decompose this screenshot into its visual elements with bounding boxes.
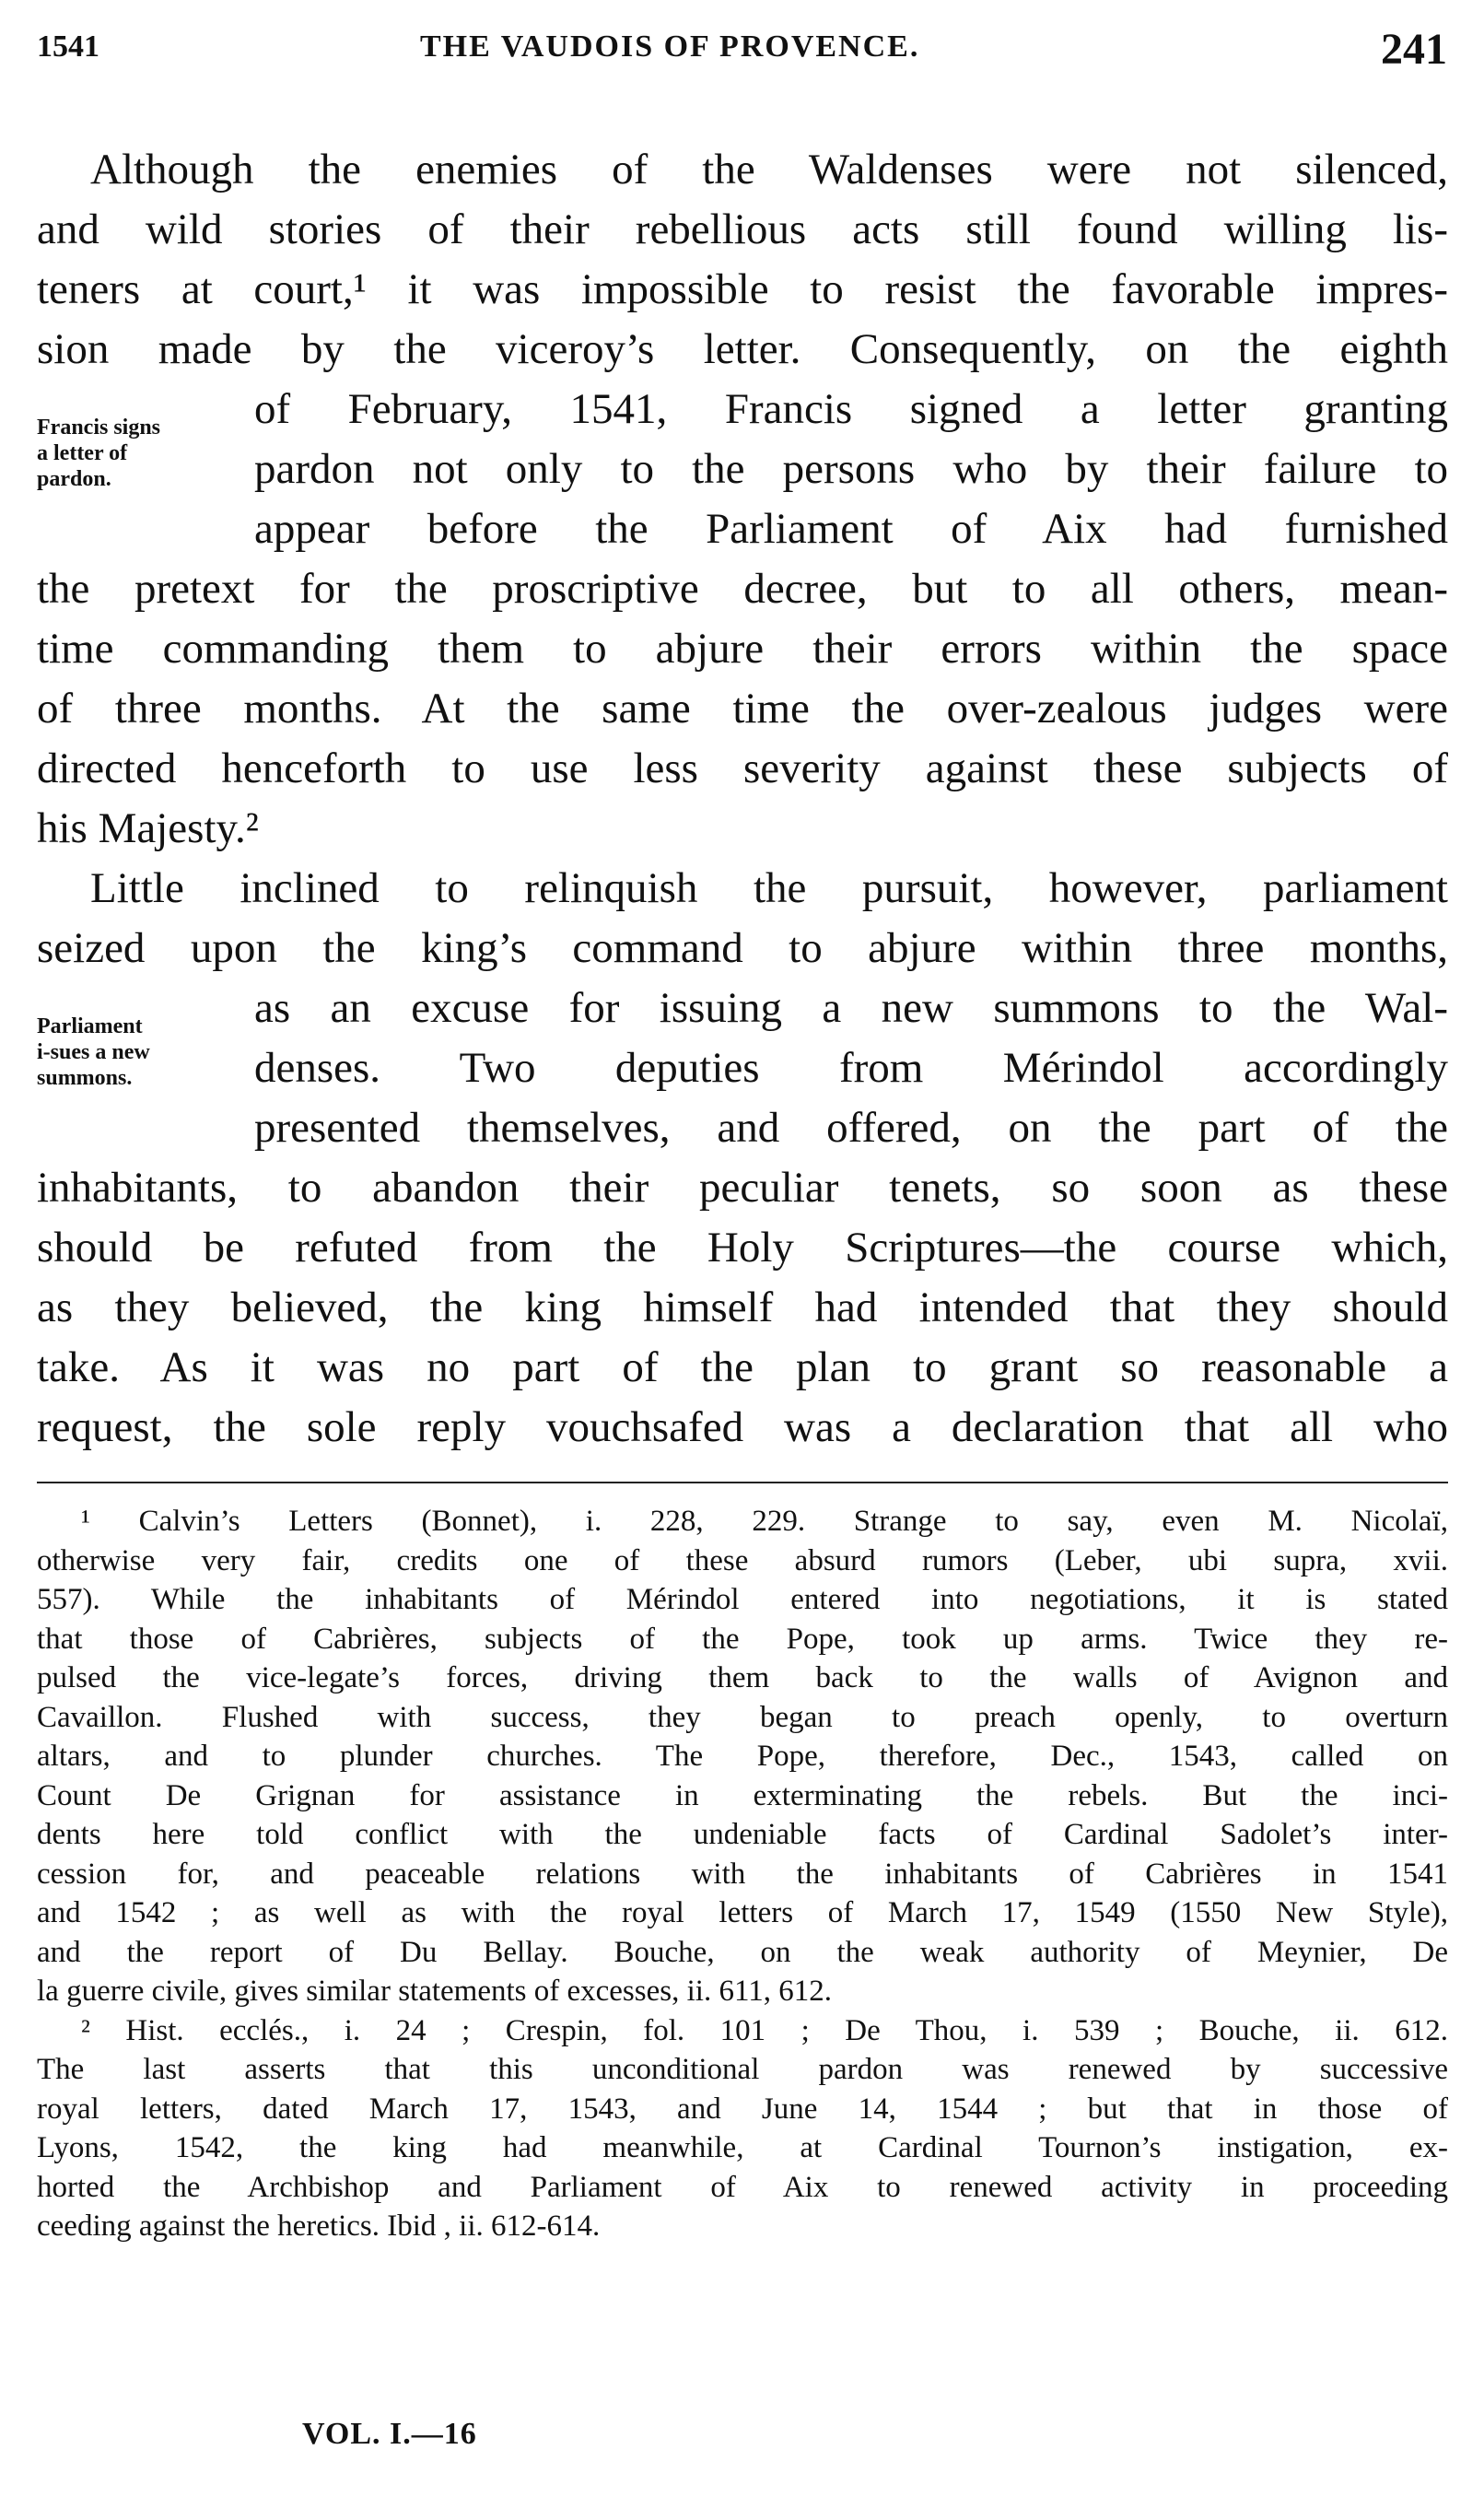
body-line: the pretext for the proscriptive decree, but to all others, mean- <box>37 565 1448 613</box>
sidenote-line: Parliament <box>37 1014 143 1038</box>
sidenote-line: a letter of <box>37 441 128 465</box>
body-line: directed henceforth to use less severity against these subjects of <box>37 744 1448 792</box>
footnote-rule <box>37 1482 1448 1483</box>
body-line: of February, 1541, Francis signed a letter granting <box>254 385 1448 433</box>
body-line: take. As it was no part of the plan to grant so reasonable a <box>37 1343 1448 1391</box>
sidenote-line: pardon. <box>37 467 111 491</box>
body-line: inhabitants, to abandon their peculiar tenets, so soon as these <box>37 1164 1448 1212</box>
body-line: teners at court,¹ it was impossible to resist the favorable impres- <box>37 265 1448 313</box>
body-line: as an excuse for issuing a new summons to the Wal- <box>254 984 1448 1032</box>
body-line: Although the enemies of the Waldenses were not silenced, <box>90 146 1448 193</box>
footnote-line: and 1542 ; as well as with the royal letters of March 17, 1549 (1550 New Style), <box>37 1896 1448 1929</box>
body-line: denses. Two deputies from Mérindol accordingly <box>254 1044 1448 1092</box>
footnote-line: 557). While the inhabitants of Mérindol entered into negotiations, it is stated <box>37 1583 1448 1616</box>
footnotes <box>37 1502 1448 2246</box>
body-line: appear before the Parliament of Aix had furnished <box>254 505 1448 553</box>
footnote-line: Cavaillon. Flushed with success, they began to preach openly, to overturn <box>37 1700 1448 1734</box>
footnote-line: cession for, and peaceable relations with the inhabitants of Cabrières in 1541 <box>37 1857 1448 1891</box>
footnote-line: ceeding against the heretics. Ibid , ii. 612-614. <box>37 2209 601 2243</box>
sidenote-francis-signs <box>37 415 160 492</box>
footnote-line: horted the Archbishop and Parliament of Aix to renewed activity in proceeding <box>37 2170 1448 2204</box>
body-line: time commanding them to abjure their errors within the space <box>37 625 1448 673</box>
sidenote-line: summons. <box>37 1066 133 1090</box>
body-line: presented themselves, and offered, on the part of the <box>254 1104 1448 1152</box>
footnote-line: ² Hist. ecclés., i. 24 ; Crespin, fol. 101 ; De Thou, i. 539 ; Bouche, ii. 612. <box>81 2013 1448 2047</box>
page-number: 241 <box>1381 25 1447 74</box>
signature-mark: VOL. I.—16 <box>302 2417 477 2451</box>
footnote-line: la guerre civile, gives similar statements of excesses, ii. 611, 612. <box>37 1975 832 2008</box>
footnote-line: Lyons, 1542, the king had meanwhile, at Cardinal Tournon’s instigation, ex- <box>37 2131 1448 2164</box>
sidenote-line: Francis signs <box>37 416 161 440</box>
footnote-line: and the report of Du Bellay. Bouche, on the weak authority of Meynier, De <box>37 1935 1448 1969</box>
body-line: request, the sole reply vouchsafed was a declaration that all who <box>37 1403 1448 1451</box>
footnote-line: The last asserts that this unconditional pardon was renewed by successive <box>37 2053 1448 2086</box>
body-line: sion made by the viceroy’s letter. Consequently, on the eighth <box>37 325 1448 373</box>
footnote-line: altars, and to plunder churches. The Pope, therefore, Dec., 1543, called on <box>37 1740 1448 1773</box>
sidenote-parliament-summons <box>37 1014 150 1091</box>
footnote-line: ¹ Calvin’s Letters (Bonnet), i. 228, 229. Strange to say, even M. Nicolaï, <box>81 1505 1448 1538</box>
body-line: should be refuted from the Holy Scriptures—the course which, <box>37 1224 1448 1272</box>
body-line: pardon not only to the persons who by their failure to <box>254 445 1448 493</box>
body-line: Little inclined to relinquish the pursuit, however, parliament <box>90 864 1448 912</box>
footnote-line: royal letters, dated March 17, 1543, and June 14, 1544 ; but that in those of <box>37 2092 1448 2126</box>
body-line: as they believed, the king himself had intended that they should <box>37 1283 1448 1331</box>
body-line: his Majesty.² <box>37 804 259 852</box>
footnote-line: Count De Grignan for assistance in exterminating the rebels. But the inci- <box>37 1778 1448 1812</box>
body-line: and wild stories of their rebellious acts still found willing lis- <box>37 205 1448 253</box>
body-line: of three months. At the same time the over-zealous judges were <box>37 685 1448 733</box>
running-title: THE VAUDOIS OF PROVENCE. <box>420 29 920 64</box>
body-text <box>37 140 1448 1458</box>
footnote-line: that those of Cabrières, subjects of the Pope, took up arms. Twice they re- <box>37 1622 1448 1656</box>
sidenote-line: i-sues a new <box>37 1040 150 1064</box>
header-year: 1541 <box>37 29 99 64</box>
footnote-line: dents here told conflict with the undeniable facts of Cardinal Sadolet’s inter- <box>37 1818 1448 1851</box>
footnote-line: otherwise very fair, credits one of these absurd rumors (Leber, ubi supra, xvii. <box>37 1543 1448 1577</box>
body-line: seized upon the king’s command to abjure within three months, <box>37 924 1448 972</box>
footnote-line: pulsed the vice-legate’s forces, driving them back to the walls of Avignon and <box>37 1661 1448 1694</box>
